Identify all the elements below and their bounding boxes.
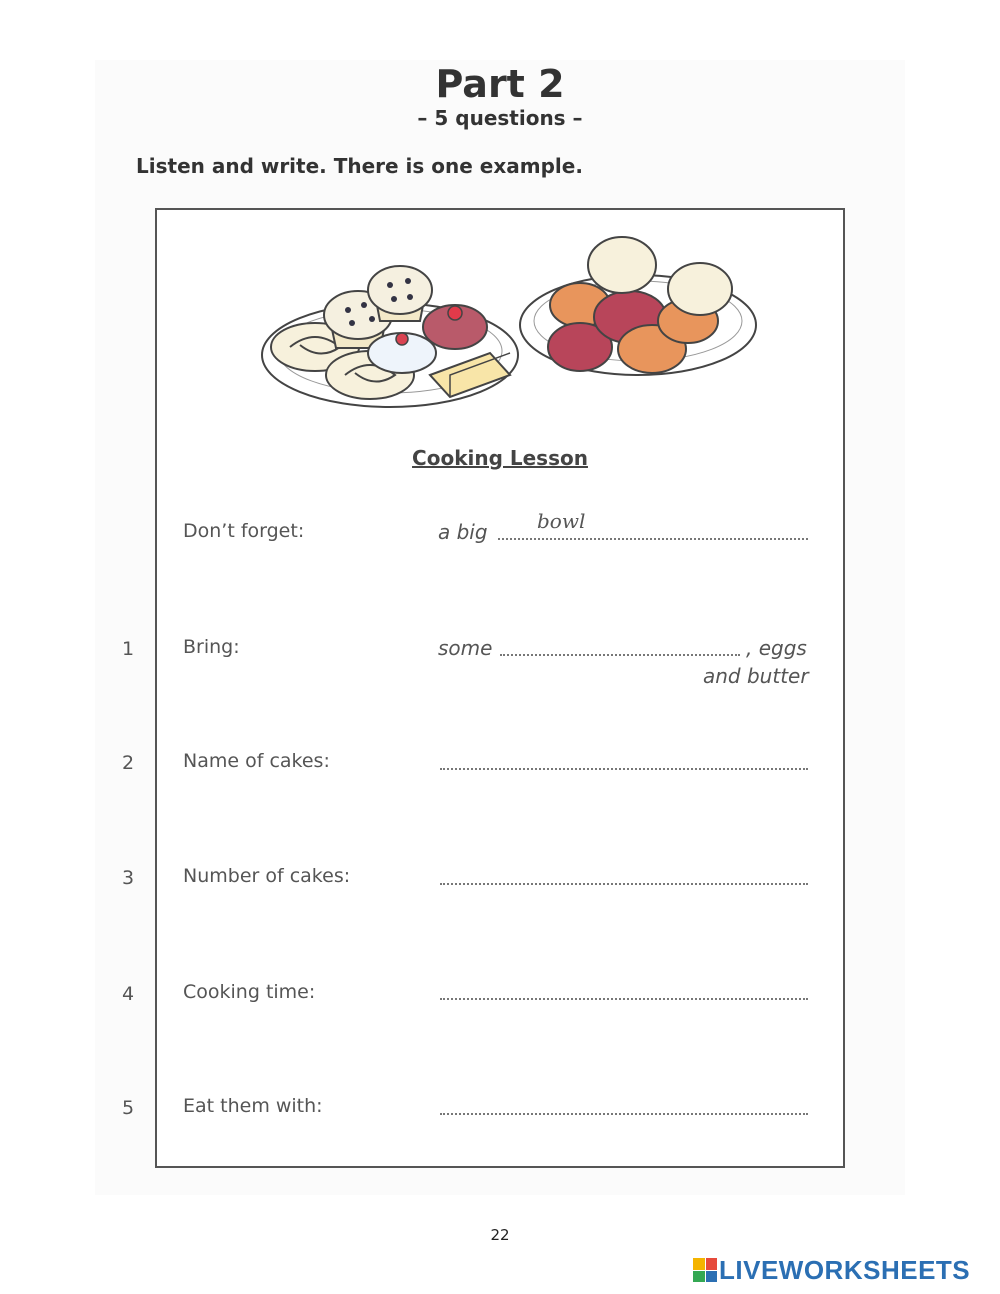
question-1-prefix: some: [438, 636, 493, 660]
question-label-4: Cooking time:: [183, 981, 316, 1003]
question-1-suffix-line2: and butter: [703, 664, 809, 688]
liveworksheets-brand[interactable]: [693, 1255, 970, 1285]
answer-line-4[interactable]: [440, 998, 808, 1000]
page-number: 22: [490, 1226, 510, 1244]
cakes-illustration: [260, 235, 760, 415]
question-number-5: 5: [122, 1097, 135, 1119]
question-number-3: 3: [122, 867, 135, 889]
question-1-suffix: , eggs: [746, 636, 807, 660]
instruction-text: Listen and write. There is one example.: [136, 154, 583, 178]
answer-line-5[interactable]: [440, 1113, 808, 1115]
answer-line-2[interactable]: [440, 768, 808, 770]
question-label-1: Bring:: [183, 636, 240, 658]
page-subtitle: – 5 questions –: [417, 106, 583, 130]
question-label-5: Eat them with:: [183, 1095, 323, 1117]
answer-line-3[interactable]: [440, 883, 808, 885]
page-title: Part 2: [435, 62, 565, 106]
example-label: Don’t forget:: [183, 520, 305, 542]
brand-name: LIVEWORKSHEETS: [719, 1254, 971, 1285]
cakes-plate-illustration: [262, 266, 518, 407]
question-number-1: 1: [122, 638, 135, 660]
cookies-plate-illustration: [520, 237, 756, 375]
liveworksheets-logo-icon: [693, 1258, 717, 1282]
question-number-2: 2: [122, 752, 135, 774]
example-answer: bowl: [537, 509, 586, 533]
example-prefix: a big: [438, 520, 488, 544]
example-answer-line: [498, 538, 808, 540]
question-label-2: Name of cakes:: [183, 750, 330, 772]
answer-line-1[interactable]: [500, 654, 740, 656]
lesson-title: Cooking Lesson: [412, 446, 588, 470]
question-label-3: Number of cakes:: [183, 865, 351, 887]
question-number-4: 4: [122, 983, 135, 1005]
